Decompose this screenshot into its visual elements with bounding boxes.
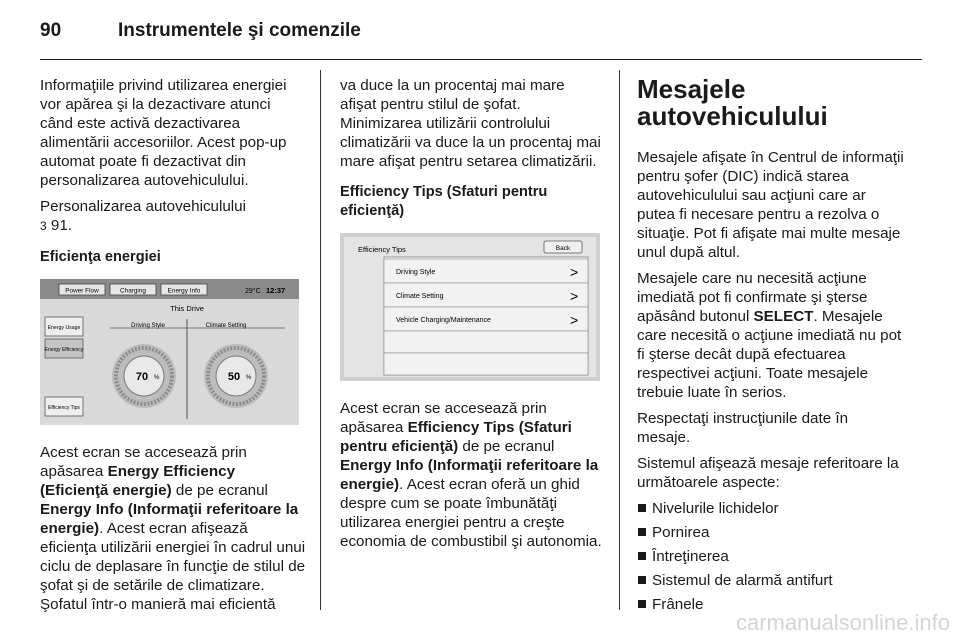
list-item: Frânele — [637, 595, 905, 614]
tab-charging[interactable] — [110, 284, 156, 295]
message-aspects-list — [637, 499, 905, 614]
header-rule — [40, 59, 922, 60]
list-item: Întreţinerea — [637, 547, 905, 566]
text: . Acest ecran afişează eficienţa utilizării energiei în cadrul unui ciclu de deplasare în funcţie de stilul de şofat şi de setările de climatizare. Şofatul într-o manieră mai eficientă — [40, 520, 306, 613]
efficiency-tips-screen — [340, 233, 602, 381]
page-title: Instrumentele şi comenzile — [118, 20, 361, 41]
chevron-right-icon: > — [570, 312, 579, 328]
paragraph-select-button — [637, 269, 905, 402]
bold-energy-info: Energy Info (Informaţii referitoare la energie) — [340, 457, 599, 493]
side-button-energy-efficiency[interactable] — [45, 339, 84, 358]
gauge-unit: % — [154, 375, 160, 381]
watermark: carmanualsonline.info — [735, 610, 950, 635]
list-item: Sistemul de alarmă antifurt — [637, 571, 905, 590]
chevron-right-icon: > — [570, 288, 579, 304]
temperature: 29°C — [245, 288, 261, 295]
paragraph-personalization-ref — [40, 197, 306, 236]
clock: 12:37 — [266, 286, 286, 295]
tab-energy-info-label: Energy Info — [167, 287, 201, 295]
section-driving-style: Driving Style — [131, 323, 165, 329]
chevron-right-icon: > — [570, 264, 579, 280]
row-empty — [384, 331, 588, 353]
row-driving-style[interactable] — [384, 259, 588, 283]
bold-energy-info: Energy Info (Informaţii referitoare la energie) — [40, 501, 299, 537]
tab-power-flow[interactable] — [59, 284, 105, 295]
side-button-energy-usage-label: Energy Usage — [47, 325, 81, 331]
side-button-efficiency-tips-label: Efficiency Tips — [48, 405, 80, 411]
text: de pe ecranul — [458, 438, 555, 455]
tab-energy-info[interactable] — [161, 284, 207, 295]
row-vehicle-charging-label: Vehicle Charging/Maintenance — [396, 317, 491, 324]
page-number: 90 — [40, 20, 62, 41]
back-button-label: Back — [555, 245, 571, 252]
text: Mesajele care nu necesită acţiune imediată pot fi confirmate şi şterse apăsând butonul — [637, 270, 868, 325]
paragraph-driving-style-cont: va duce la un procentaj mai mare afişat pentru stilul de şofat. Minimizarea utilizării controlului climatizării va duce la un procentaj mai mare afişat pentru setarea climatizării. — [340, 77, 601, 170]
paragraph-dic-messages: Mesajele afişate în Centrul de informaţii pentru şofer (DIC) indică starea autovehiculului sau acţiuni care ar putea fi necesare pentru a rezolva o situaţie. Pot fi afişate mai multe mesaje unul după altul. — [637, 149, 904, 261]
row-climate-setting-label: Climate Setting — [396, 293, 444, 300]
text: de pe ecranul — [171, 482, 268, 499]
heading-efficiency-tips: Efficiency Tips (Sfaturi pentru eficienţă) — [340, 184, 548, 219]
section-climate-setting: Climate Setting — [205, 323, 247, 329]
list-item: Pornirea — [637, 523, 905, 542]
screen-title-this-drive: This Drive — [170, 304, 204, 313]
text: . Acest ecran oferă un ghid despre cum se poate îmbunătăţi utilizarea energiei pentru a creşte economia de combustibil şi autonomia. — [340, 476, 602, 550]
column-3 — [637, 76, 905, 619]
paragraph-energy-info-popup: Informaţiile privind utilizarea energiei vor apărea şi la dezactivare atunci când este activă dezactivarea alimentării accesoriilor. Acest pop-up automat poate fi dezactivat din personalizarea autovehiculului. — [40, 77, 287, 189]
gauge-unit: % — [246, 375, 252, 381]
screen-title-efficiency-tips: Efficiency Tips — [358, 245, 406, 254]
back-button[interactable] — [544, 241, 582, 253]
side-button-energy-efficiency-label: Energy Efficiency — [44, 347, 84, 353]
gauge-climate-setting — [204, 344, 268, 408]
gauge-climate-setting-value: 50 — [227, 371, 241, 383]
side-button-energy-usage[interactable] — [45, 317, 83, 336]
paragraph-energy-efficiency-desc — [40, 443, 306, 614]
tab-charging-label: Charging — [120, 287, 146, 295]
side-button-efficiency-tips[interactable] — [45, 397, 83, 416]
text: Acest ecran se accesează prin apăsarea — [340, 400, 547, 436]
row-empty — [384, 353, 588, 375]
personalization-text: Personalizarea autovehiculului — [40, 198, 247, 215]
paragraph-efficiency-tips-desc — [340, 399, 602, 551]
page-ref-arrow-icon: 3 — [40, 219, 47, 233]
text: Acest ecran se accesează prin apăsarea — [40, 444, 247, 480]
heading-vehicle-messages: Mesajele autovehiculului — [637, 74, 828, 131]
column-divider-1 — [320, 70, 321, 610]
bold-efficiency-tips: Efficiency Tips (Sfaturi pentru eficienţă) — [340, 419, 572, 455]
paragraph-follow-instructions: Respectaţi instrucţiunile date în mesaje. — [637, 410, 849, 446]
gauge-driving-style-value: 70 — [135, 371, 149, 383]
tab-power-flow-label: Power Flow — [65, 287, 99, 295]
list-item: Nivelurile lichidelor — [637, 499, 905, 518]
column-divider-2 — [619, 70, 620, 610]
column-2 — [340, 76, 602, 558]
bold-energy-efficiency: Energy Efficiency (Eficienţă energie) — [40, 463, 236, 499]
row-vehicle-charging[interactable] — [384, 307, 588, 331]
page-ref-number[interactable]: 91. — [46, 217, 73, 234]
energy-efficiency-screen — [40, 279, 306, 425]
paragraph-system-messages: Sistemul afişează mesaje referitoare la următoarele aspecte: — [637, 455, 899, 491]
row-driving-style-label: Driving Style — [396, 269, 436, 276]
row-climate-setting[interactable] — [384, 283, 588, 307]
text: . Mesajele care necesită o acţiune imediată nu pot fi şterse decât după efectuarea respectivei acţiuni. Toate mesajele trebuie luate în serios. — [637, 308, 902, 401]
heading-energy-efficiency: Eficienţa energiei — [40, 249, 161, 265]
column-1 — [40, 76, 306, 621]
bold-select: SELECT — [753, 308, 814, 325]
gauge-driving-style — [112, 344, 176, 408]
page-header — [40, 20, 361, 42]
